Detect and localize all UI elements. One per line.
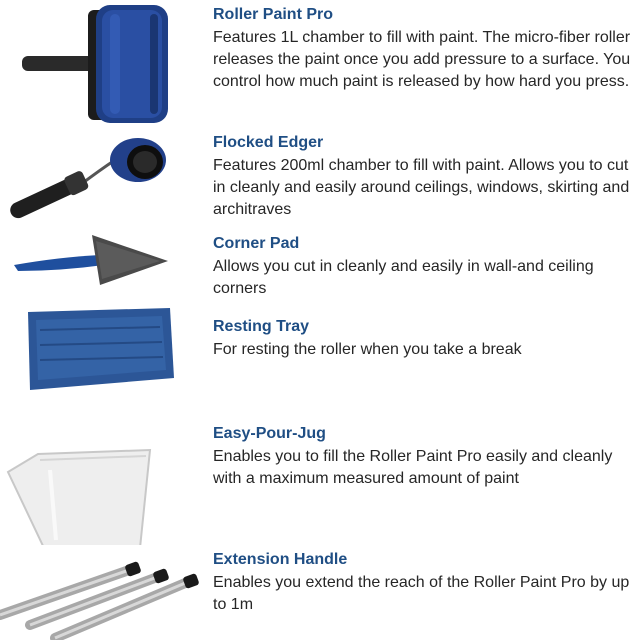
product-easy-pour-jug xyxy=(0,410,640,545)
product-title: Roller Paint Pro xyxy=(213,6,334,23)
product-title: Easy-Pour-Jug xyxy=(213,425,326,442)
corner-pad-icon xyxy=(0,225,200,300)
paint-roller-icon xyxy=(0,0,200,130)
product-roller-paint-pro xyxy=(0,0,640,130)
product-description: Features 200ml chamber to fill with paint. Allows you to cut in cleanly and easily around ceilings, windows, skirting and architraves xyxy=(213,157,630,218)
tray-icon xyxy=(0,300,200,410)
product-description: For resting the roller when you take a break xyxy=(213,341,522,358)
product-title: Extension Handle xyxy=(213,551,348,568)
product-description: Enables you extend the reach of the Roller Paint Pro by up to 1m xyxy=(213,574,630,613)
product-flocked-edger xyxy=(0,130,640,225)
product-title: Flocked Edger xyxy=(213,134,324,151)
product-corner-pad xyxy=(0,225,640,300)
product-resting-tray xyxy=(0,300,640,410)
product-title: Corner Pad xyxy=(213,235,300,252)
product-extension-handle xyxy=(0,545,640,640)
edger-icon xyxy=(0,130,200,225)
product-description: Enables you to fill the Roller Paint Pro easily and cleanly with a maximum measured amount of paint xyxy=(213,448,613,487)
product-description: Features 1L chamber to fill with paint. The micro-fiber roller releases the paint once you add pressure to a surface. You control how much paint is released by how hard you press. xyxy=(213,29,631,90)
product-description: Allows you cut in cleanly and easily in wall-and ceiling corners xyxy=(213,258,594,297)
jug-icon xyxy=(0,410,200,545)
extension-handle-icon xyxy=(0,545,205,640)
product-title: Resting Tray xyxy=(213,318,310,335)
